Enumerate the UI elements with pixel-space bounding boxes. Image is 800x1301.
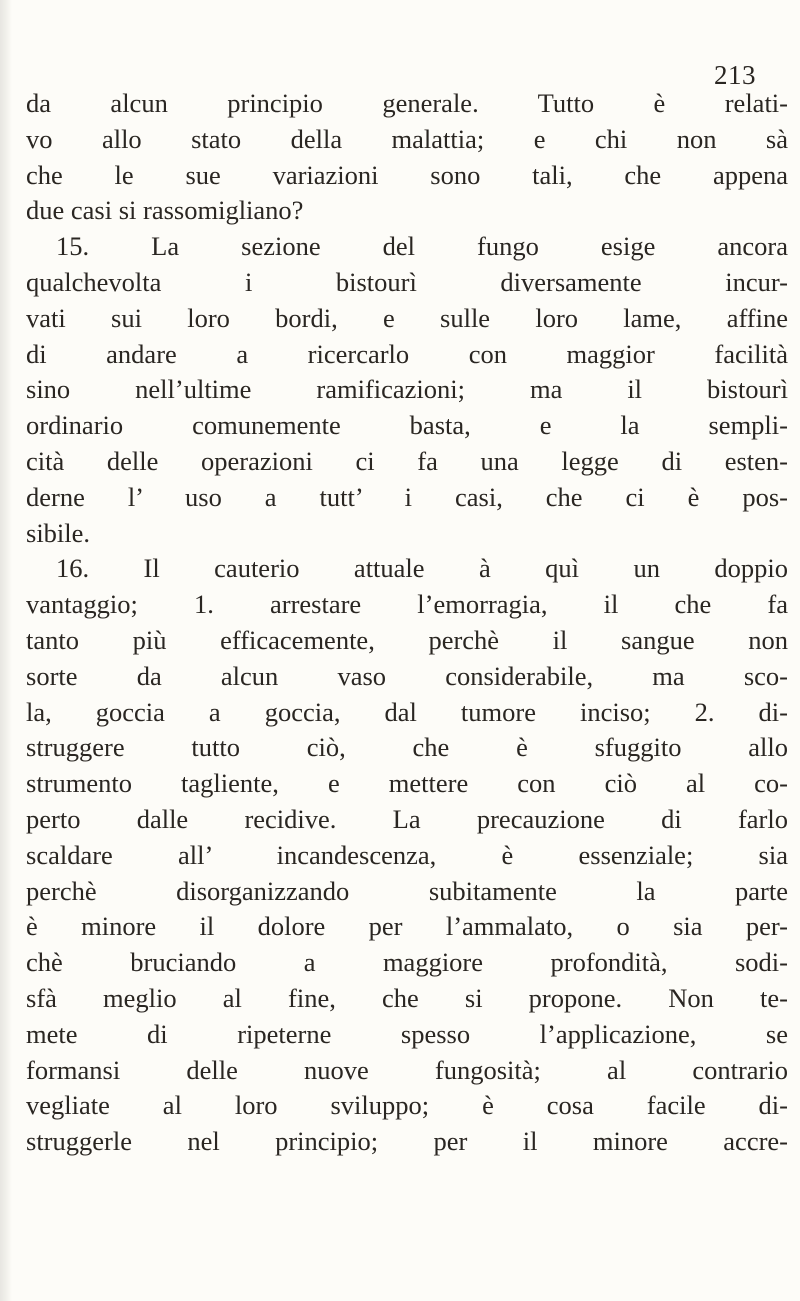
text-line: formansi delle nuove fungosità; al contrario	[26, 1054, 788, 1085]
text-line: derne l’ uso a tutt’ i casi, che ci è pos-	[26, 481, 788, 512]
text-line: due casi si rassomigliano?	[26, 195, 304, 226]
text-line: cità delle operazioni ci fa una legge di esten-	[26, 445, 788, 476]
text-line: sfà meglio al fine, che si propone. Non te-	[26, 982, 788, 1013]
text-line: tanto più efficacemente, perchè il sangue non	[26, 624, 788, 655]
text-line: da alcun principio generale. Tutto è relati-	[26, 88, 788, 118]
text-line: vantaggio; 1. arrestare l’emorragia, il che fa	[26, 589, 788, 620]
text-line: che le sue variazioni sono tali, che appena	[26, 159, 788, 190]
text-line: struggere tutto ciò, che è sfuggito allo	[26, 732, 788, 763]
text-line: strumento tagliente, e mettere con ciò al co-	[26, 768, 788, 799]
text-line: perchè disorganizzando subitamente la parte	[26, 875, 788, 906]
text-line: struggerle nel principio; per il minore accre-	[26, 1126, 788, 1157]
text-line: vegliate al loro sviluppo; è cosa facile di-	[26, 1090, 788, 1121]
text-line: sibile.	[26, 517, 91, 548]
text-line: perto dalle recidive. La precauzione di farlo	[26, 803, 788, 834]
text-line: vati sui loro bordi, e sulle loro lame, affine	[26, 302, 788, 333]
text-line: qualchevolta i bistourì diversamente incur-	[26, 266, 788, 297]
text-line: scaldare all’ incandescenza, è essenziale; sia	[26, 839, 788, 870]
text-line: mete di ripeterne spesso l’applicazione, se	[26, 1018, 788, 1049]
text-line-paragraph-start: 15. La sezione del fungo esige ancora	[56, 231, 788, 262]
page-number: 213	[714, 60, 756, 90]
page-binding-edge	[0, 0, 12, 1301]
text-line: di andare a ricercarlo con maggior facilità	[26, 338, 788, 369]
text-line-paragraph-start: 16. Il cauterio attuale à quì un doppio	[56, 553, 788, 584]
text-line: vo allo stato della malattia; e chi non sà	[26, 123, 788, 154]
text-line: chè bruciando a maggiore profondità, sodi-	[26, 947, 788, 978]
text-line: sorte da alcun vaso considerabile, ma sco-	[26, 660, 788, 691]
body-text	[26, 86, 788, 1160]
text-line: è minore il dolore per l’ammalato, o sia per-	[26, 911, 788, 942]
text-line: ordinario comunemente basta, e la sempli-	[26, 410, 788, 441]
text-line: sino nell’ultime ramificazioni; ma il bistourì	[26, 374, 788, 405]
text-line: la, goccia a goccia, dal tumore inciso; 2. di-	[26, 696, 788, 727]
